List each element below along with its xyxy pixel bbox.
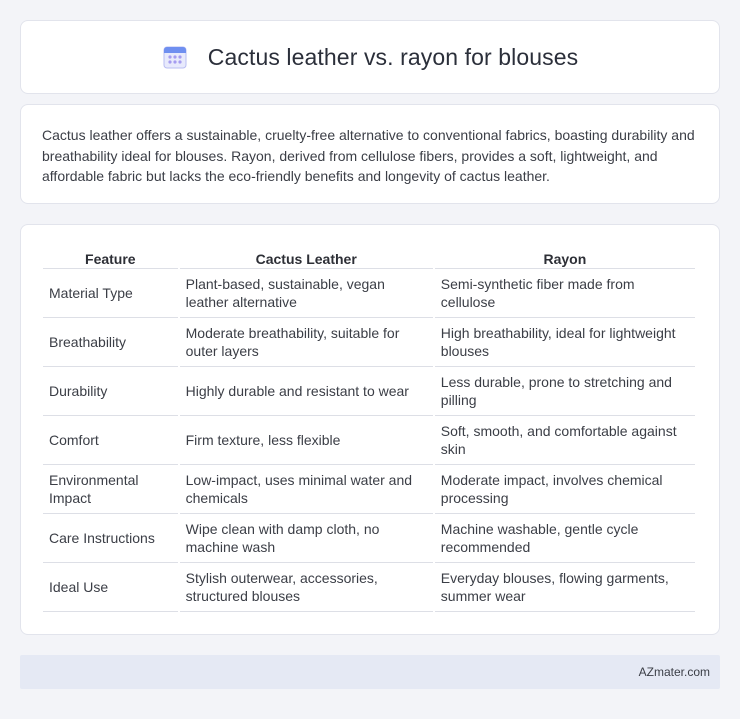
intro-text: Cactus leather offers a sustainable, cruelty-free alternative to conventional fabrics, boasting durability and breathability ideal for blouses. Rayon, derived from cellulose fibers, provides a soft, lightweight, and affordable fabric but lacks the eco-friendly benefits and longevity of cactus leather. [42, 127, 695, 184]
rayon-cell: Machine washable, gentle cycle recommended [435, 514, 695, 563]
feature-cell: Durability [43, 367, 178, 416]
header-cactus-leather: Cactus Leather [180, 245, 433, 269]
header-feature: Feature [43, 245, 178, 269]
table-row [43, 465, 695, 514]
page-title: Cactus leather vs. rayon for blouses [207, 43, 579, 70]
table-row [43, 563, 695, 612]
table-header-row [43, 245, 695, 269]
cactus-leather-cell: Plant-based, sustainable, vegan leather alternative [180, 269, 433, 318]
feature-cell: Material Type [43, 269, 178, 318]
rayon-cell: Moderate impact, involves chemical processing [435, 465, 695, 514]
rayon-cell: Soft, smooth, and comfortable against skin [435, 416, 695, 465]
rayon-cell: Semi-synthetic fiber made from cellulose [435, 269, 695, 318]
feature-cell: Breathability [43, 318, 178, 367]
feature-cell: Environmental Impact [43, 465, 178, 514]
footer [20, 655, 720, 689]
table-row [43, 318, 695, 367]
rayon-cell: Everyday blouses, flowing garments, summer wear [435, 563, 695, 612]
table-row [43, 269, 695, 318]
feature-cell: Comfort [43, 416, 178, 465]
cactus-leather-cell: Firm texture, less flexible [180, 416, 433, 465]
title-card [20, 20, 720, 94]
cactus-leather-cell: Moderate breathability, suitable for outer layers [180, 318, 433, 367]
feature-cell: Care Instructions [43, 514, 178, 563]
rayon-cell: Less durable, prone to stretching and pilling [435, 367, 695, 416]
table-row [43, 416, 695, 465]
footer-brand: AZmater.com [638, 665, 710, 679]
header-rayon: Rayon [435, 245, 695, 269]
intro-card [20, 104, 720, 204]
calendar-icon [162, 44, 188, 70]
cactus-leather-cell: Wipe clean with damp cloth, no machine wash [180, 514, 433, 563]
feature-cell: Ideal Use [43, 563, 178, 612]
table-row [43, 514, 695, 563]
cactus-leather-cell: Stylish outerwear, accessories, structured blouses [180, 563, 433, 612]
comparison-table-card [20, 224, 720, 635]
cactus-leather-cell: Highly durable and resistant to wear [180, 367, 433, 416]
table-row [43, 367, 695, 416]
comparison-table [41, 245, 697, 612]
rayon-cell: High breathability, ideal for lightweight blouses [435, 318, 695, 367]
cactus-leather-cell: Low-impact, uses minimal water and chemicals [180, 465, 433, 514]
